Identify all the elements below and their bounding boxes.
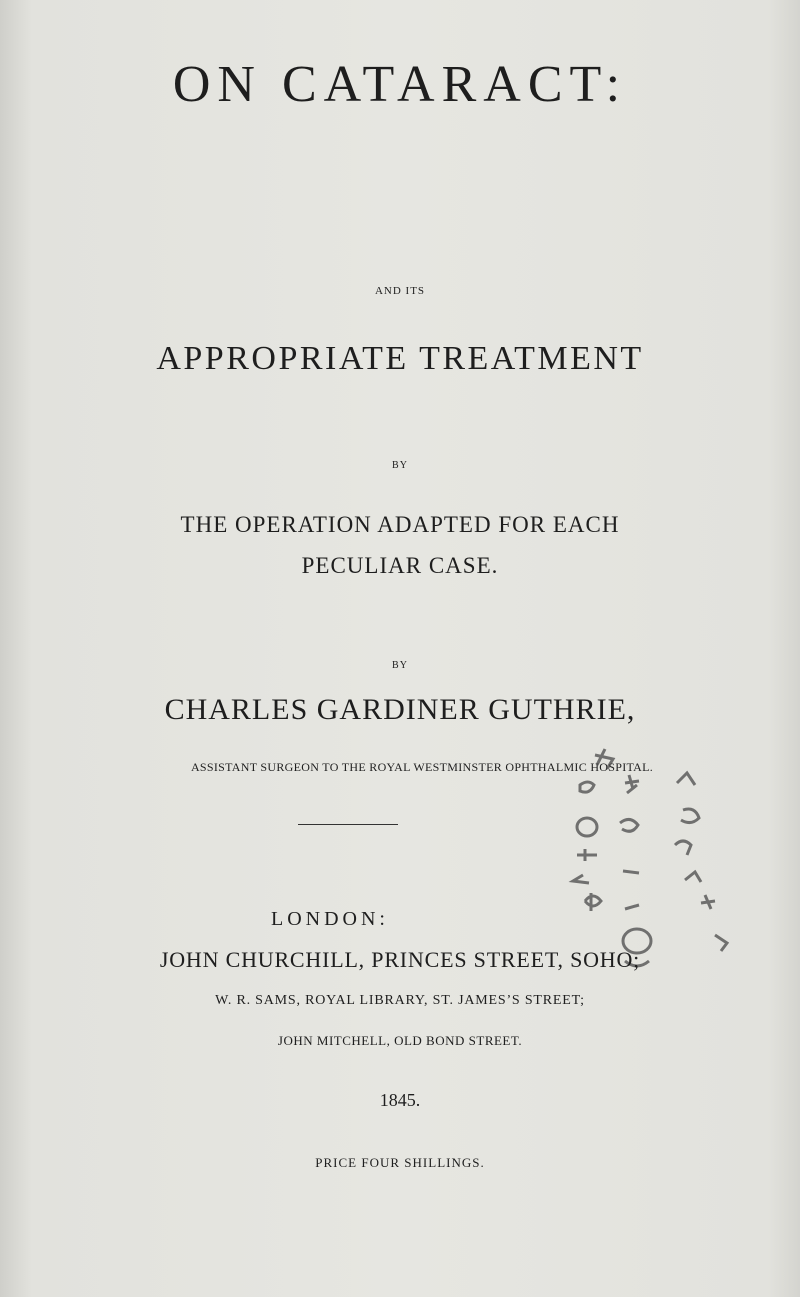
imprint-publisher-3: JOHN MITCHELL, OLD BOND STREET.	[277, 1033, 523, 1048]
publication-year: 1845.	[379, 1090, 421, 1110]
author-by-label: BY	[392, 660, 408, 671]
author-name: CHARLES GARDINER GUTHRIE,	[164, 693, 636, 726]
imprint-city: LONDON:	[271, 908, 389, 930]
divider-rule	[298, 824, 398, 825]
title-connector: AND ITS	[374, 285, 426, 297]
book-title: ON CATARACT:	[172, 56, 628, 113]
by-label: BY	[392, 460, 408, 471]
imprint-publisher-2: W. R. SAMS, ROYAL LIBRARY, ST. JAMES’S STREET;	[215, 993, 585, 1008]
imprint-publisher-1: JOHN CHURCHILL, PRINCES STREET, SOHO;	[159, 947, 641, 972]
author-position: ASSISTANT SURGEON TO THE ROYAL WESTMINSTER OPHTHALMIC HOSPITAL.	[190, 760, 654, 774]
description-line-1: THE OPERATION ADAPTED FOR EACH	[180, 512, 620, 537]
description-line-2: PECULIAR CASE.	[301, 553, 499, 578]
price-line: PRICE FOUR SHILLINGS.	[315, 1155, 485, 1170]
library-stamp-icon	[525, 745, 800, 1025]
book-subtitle: APPROPRIATE TREATMENT	[156, 340, 644, 377]
